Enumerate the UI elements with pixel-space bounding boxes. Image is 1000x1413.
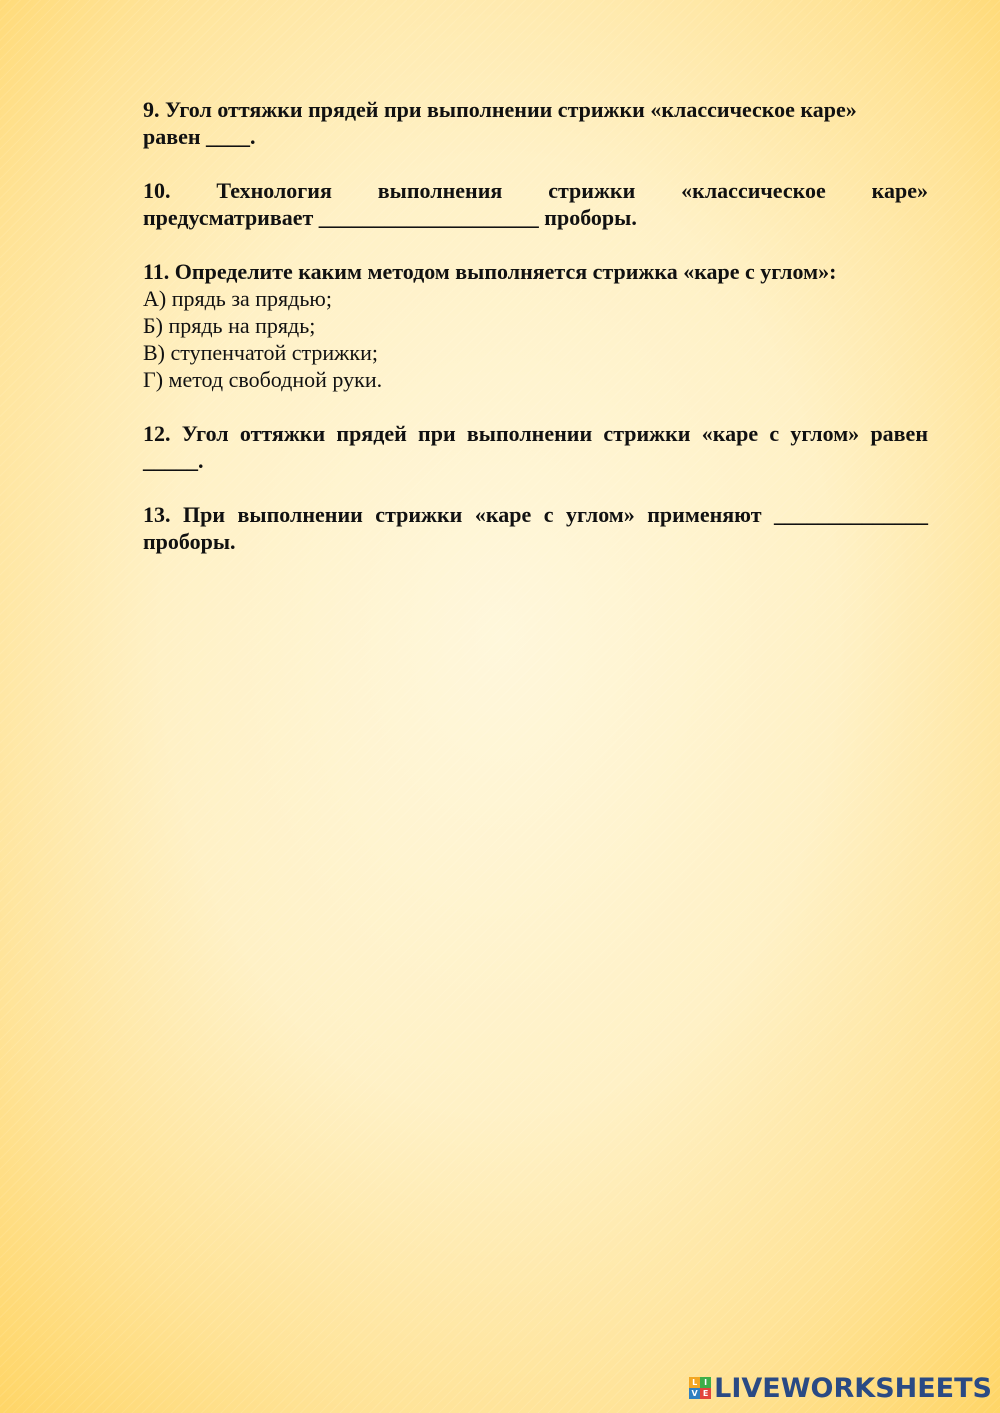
question-13-line-2: проборы. [143,529,236,554]
liveworksheets-logo-text: LIVEWORKSHEETS [714,1372,992,1404]
question-text: Угол оттяжки прядей при выполнении стрижки «каре с углом» равен [181,421,928,446]
question-12 [143,420,928,474]
liveworksheets-logo [689,1371,992,1405]
question-10 [143,177,928,231]
question-text: Угол оттяжки прядей при выполнении стрижки «классическое каре» [165,97,857,122]
question-13-line-1 [143,501,928,528]
question-number: 12. [143,421,171,446]
question-9 [143,96,928,150]
worksheet-page [143,96,928,582]
answer-option-c: В) ступенчатой стрижки; [143,340,378,365]
question-9-line-1 [143,96,928,123]
question-number: 10. [143,178,171,203]
question-13 [143,501,928,555]
question-number: 11. [143,259,170,284]
answer-option-b: Б) прядь на прядь; [143,313,316,338]
question-number: 13. [143,502,171,527]
question-number: 9. [143,97,160,122]
answer-option-d: Г) метод свободной руки. [143,367,383,392]
question-10-line-2: предусматривает ____________________ проборы. [143,205,637,230]
question-text: Определите каким методом выполняется стрижка «каре с углом»: [174,259,837,284]
question-11-text [143,258,928,285]
question-text: Технология выполнения стрижки «классическое каре» [216,178,928,203]
question-11 [143,258,928,393]
question-text: При выполнении стрижки «каре с углом» применяют ______________ [183,502,929,527]
question-9-line-2: равен ____. [143,124,256,149]
question-10-line-1 [143,177,928,204]
question-12-line-1 [143,420,928,447]
question-12-line-2: _____. [143,448,204,473]
answer-option-a: А) прядь за прядью; [143,286,332,311]
liveworksheets-logo-icon: L I V E [689,1377,711,1399]
